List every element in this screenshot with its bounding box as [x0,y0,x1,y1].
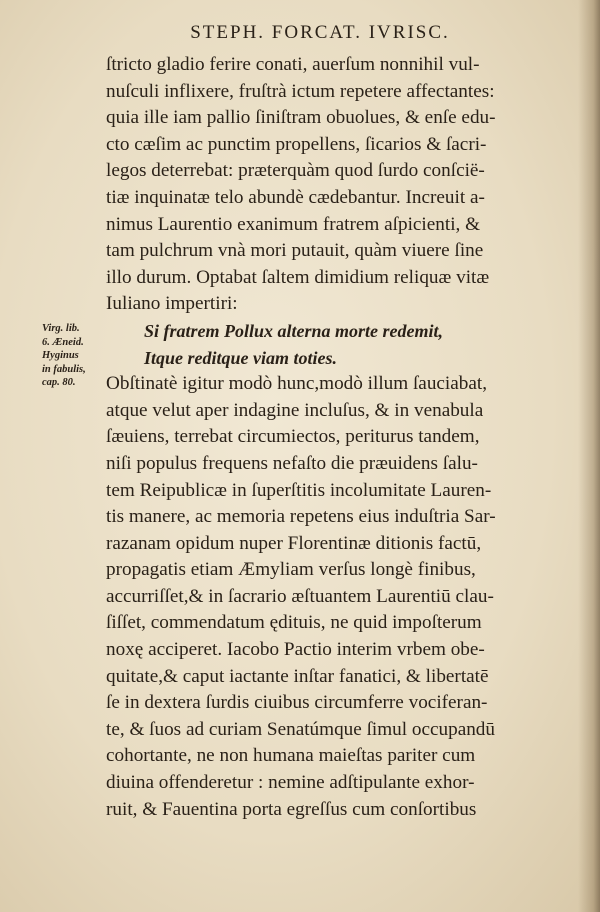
main-text-block [106,52,560,823]
text-line: atque velut aper indagine incluſus, & in venabula [106,399,484,421]
margin-note: Virg. lib. [42,323,80,334]
margin-note: 6. Æneid. [42,336,84,348]
text-line: quitate,& caput iactante inſtar fanatici, & libertatē [106,665,489,687]
page-gutter-shadow [578,0,600,912]
text-line: niſi populus frequens nefaſto die præuidens ſalu- [106,452,478,474]
margin-note: Hyginus [42,350,79,361]
text-line: cohortante, ne non humana maieſtas pariter cum [106,745,476,767]
running-header: STEPH. FORCAT. IVRISC. [190,22,450,43]
text-line: ſtricto gladio ferire conati, auerſum nonnihil vul- [106,54,480,75]
text-line: propagatis etiam Æmyliam verſus longè finibus, [106,559,476,581]
text-line: ſæuiens, terrebat circumiectos, periturus tandem, [106,426,480,448]
text-line: ruit, & Fauentina porta egreſſus cum conſortibus [106,798,477,820]
text-line: tis manere, ac memoria repetens eius induſtria Sar- [106,506,496,528]
text-line: Iuliano impertiri: [106,293,238,315]
text-line: ſiſſet, commendatum ędituis, ne quid impoſterum [106,612,482,634]
verse-line: Si fratrem Pollux alterna morte redemit, [144,320,444,341]
text-line: te, & ſuos ad curiam Senatúmque ſimul occupandū [106,718,495,740]
text-line: razanam opidum nuper Florentinæ ditionis factū, [106,532,482,554]
text-line: diuina offenderetur : nemine adſtipulante exhor- [106,772,475,794]
text-line: Obſtinatè igitur modò hunc,modò illum ſauciabat, [106,373,488,395]
text-line: nimus Laurentio exanimum fratrem aſpicienti, & [106,213,481,235]
text-line: noxę acciperet. Iacobo Pactio interim vrbem obe- [106,639,485,661]
text-line: tam pulchrum vnà mori putauit, quàm viuere ſine [106,240,484,262]
text-line: tiæ inquinatæ telo abundè cædebantur. Increuit a- [106,186,485,208]
text-line: accurriſſet,& in ſacrario æſtuantem Laurentiū clau- [106,585,494,607]
margin-notes [42,322,112,390]
text-line: nuſculi inflixere, fruſtrà ictum repetere affectantes: [106,80,495,102]
text-line: illo durum. Optabat ſaltem dimidium reliquæ vitæ [106,266,490,288]
verse-line: Itque reditque viam toties. [144,347,337,368]
text-line: ſe in dextera ſurdis ciuibus circumferre vociferan- [106,692,488,714]
text-line: quia ille iam pallio ſiniſtram obuolues, & enſe edu- [106,107,496,129]
text-line: tem Reipublicæ in ſuperſtitis incolumitate Lauren- [106,479,492,501]
text-line: legos deterrebat: præterquàm quod ſurdo conſcië- [106,160,485,182]
text-line: cto cæſim ac punctim propellens, ſicarios & ſacri- [106,133,487,155]
margin-note: cap. 80. [42,377,76,388]
margin-note: in fabulis, [42,363,86,375]
